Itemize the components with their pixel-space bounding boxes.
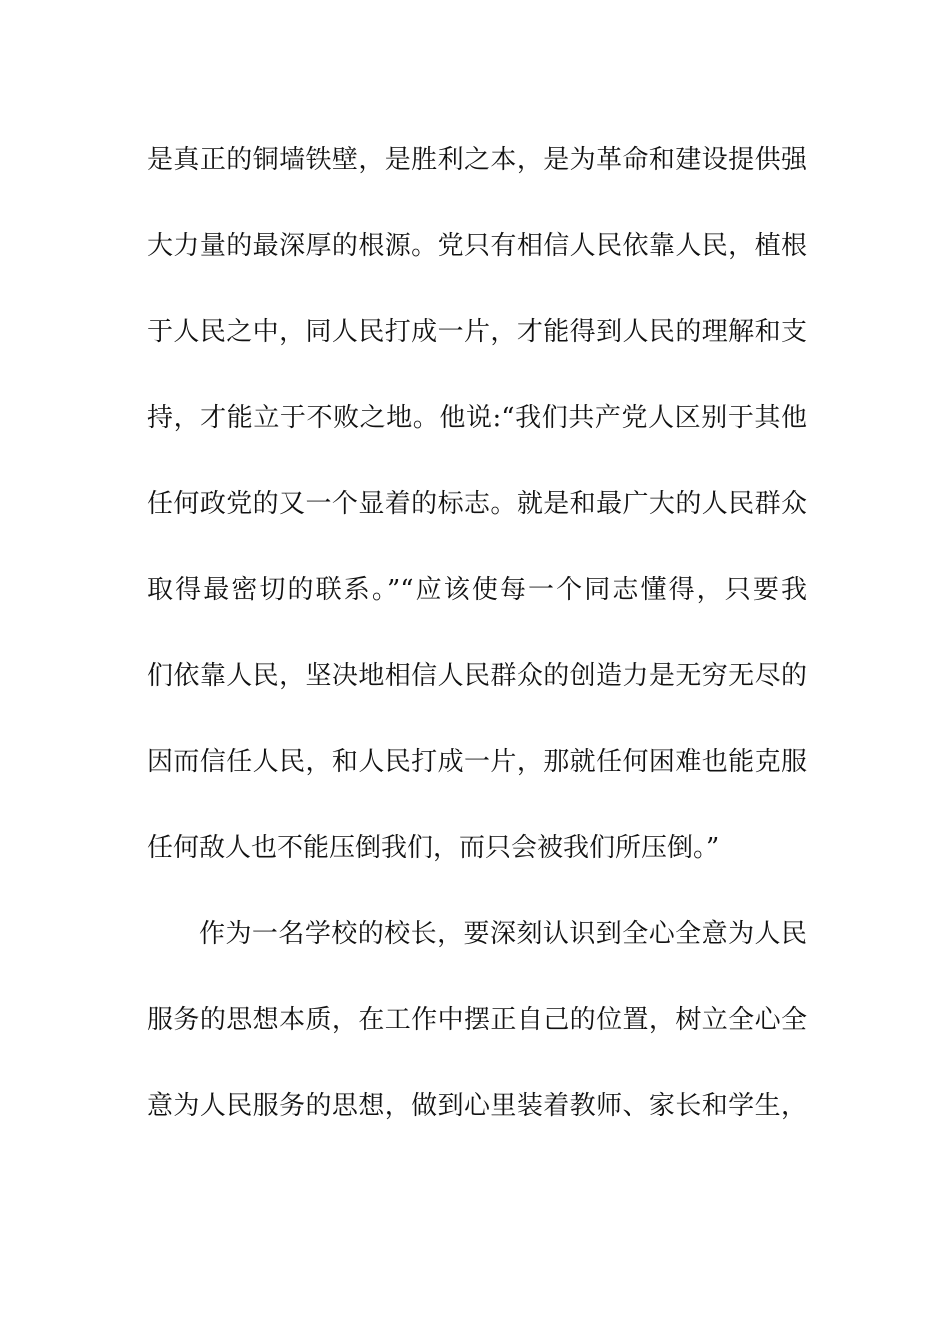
- text-line: 取得最密切的联系。”“应该使每一个同志懂得，只要我: [147, 575, 807, 605]
- text-line: 任何敌人也不能压倒我们，而只会被我们所压倒。”: [147, 833, 720, 863]
- text-line: 意为人民服务的思想，做到心里装着教师、家长和学生，: [147, 1091, 807, 1121]
- text-line: 于人民之中，同人民打成一片，才能得到人民的理解和支: [147, 317, 807, 347]
- text-line: 因而信任人民，和人民打成一片，那就任何困难也能克服: [147, 747, 807, 777]
- body-text: [147, 136, 807, 1168]
- paragraph-start-line: 作为一名学校的校长，要深刻认识到全心全意为人民: [199, 919, 807, 949]
- text-line: 大力量的最深厚的根源。党只有相信人民依靠人民，植根: [147, 231, 807, 261]
- text-line: 持，才能立于不败之地。他说:“我们共产党人区别于其他: [147, 403, 807, 433]
- text-line: 们依靠人民，坚决地相信人民群众的创造力是无穷无尽的: [147, 661, 807, 691]
- text-line: 服务的思想本质，在工作中摆正自己的位置，树立全心全: [147, 1005, 807, 1035]
- text-line: 是真正的铜墙铁壁，是胜利之本，是为革命和建设提供强: [147, 145, 807, 175]
- text-line: 任何政党的又一个显着的标志。就是和最广大的人民群众: [147, 489, 807, 519]
